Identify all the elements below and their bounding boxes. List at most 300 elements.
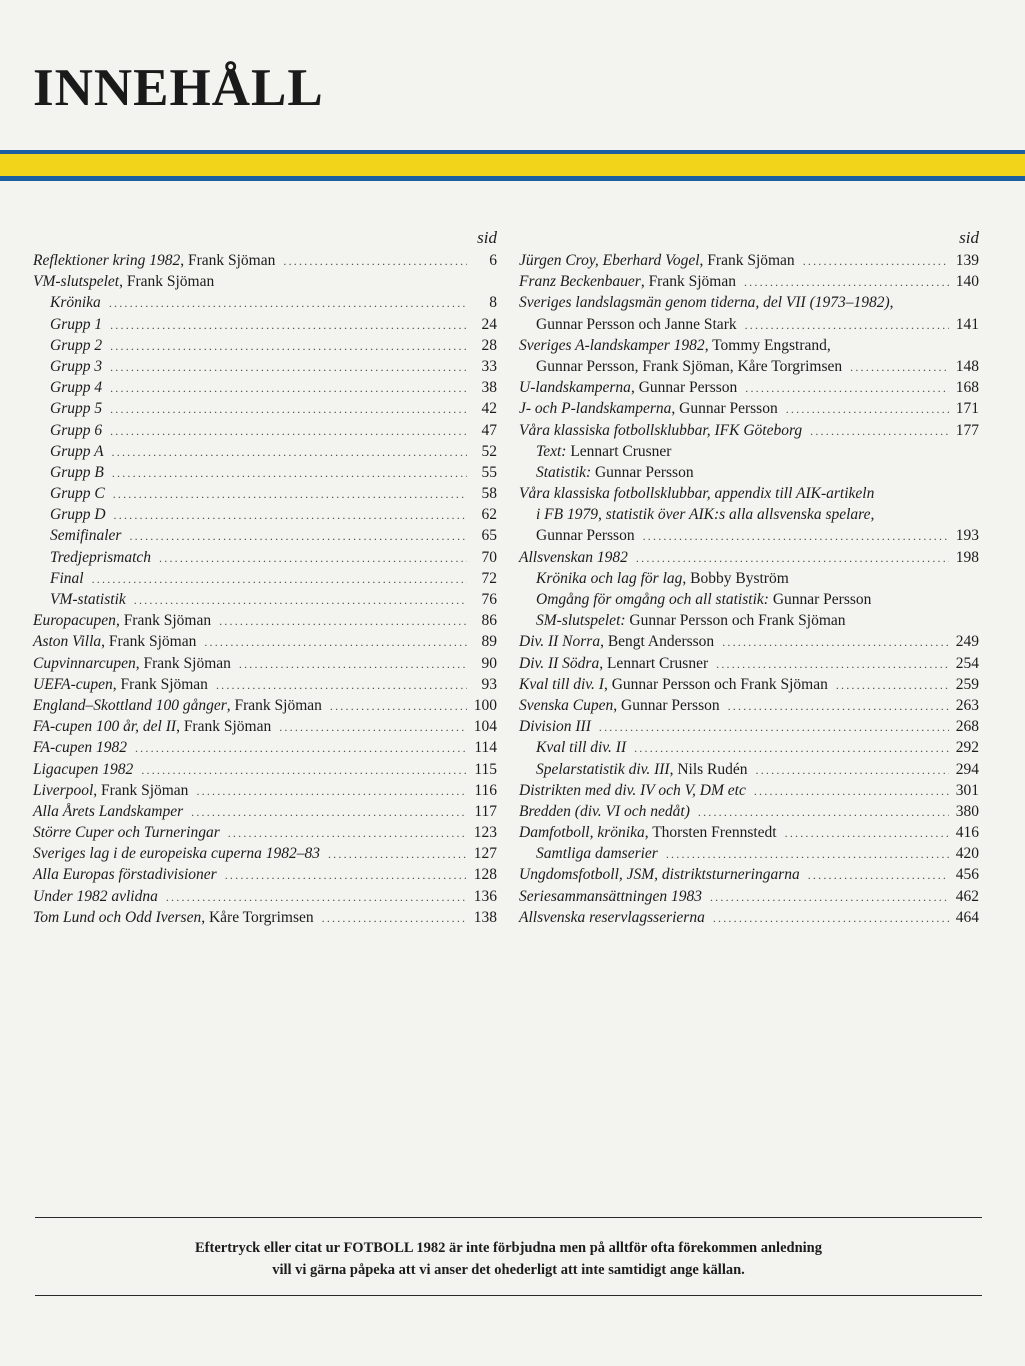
toc-entry-page: 8 bbox=[489, 294, 497, 312]
toc-left-entries bbox=[33, 250, 497, 928]
toc-entry bbox=[519, 695, 979, 716]
toc-entry-page: 148 bbox=[955, 357, 979, 375]
toc-entry bbox=[33, 250, 497, 271]
dot-leader bbox=[328, 844, 467, 865]
toc-entry bbox=[519, 822, 979, 843]
toc-entry-heading: Grupp C bbox=[50, 485, 105, 503]
toc-entry-heading: Franz Beckenbauer bbox=[519, 273, 641, 291]
toc-entry-title bbox=[536, 441, 671, 462]
toc-entry bbox=[33, 483, 497, 504]
toc-entry-heading: SM-slutspelet: bbox=[536, 612, 626, 630]
toc-entry-heading: FA-cupen 100 år, del II bbox=[33, 718, 177, 736]
toc-entry-title: Svenska Cupen, Gunnar Persson bbox=[519, 696, 720, 714]
toc-entry-page: 136 bbox=[473, 887, 497, 905]
toc-entry bbox=[519, 610, 979, 631]
toc-entry bbox=[33, 462, 497, 483]
toc-entry bbox=[519, 525, 979, 546]
dot-leader bbox=[228, 823, 467, 844]
toc-entry bbox=[33, 653, 497, 674]
toc-entry bbox=[33, 398, 497, 419]
page-column-label: sid bbox=[959, 228, 979, 247]
toc-entry-title bbox=[50, 398, 102, 419]
toc-entry-title bbox=[536, 314, 737, 335]
toc-entry-title bbox=[519, 547, 628, 568]
toc-entry bbox=[33, 631, 497, 652]
copyright-note bbox=[80, 1237, 937, 1281]
toc-entry-heading: Semifinaler bbox=[50, 527, 122, 545]
toc-entry-page: 33 bbox=[481, 357, 497, 375]
toc-entry-page: 456 bbox=[955, 866, 979, 884]
toc-entry-title bbox=[536, 737, 626, 758]
toc-entry-title: Sveriges A-landskamper 1982, Tommy Engstrand, bbox=[519, 336, 831, 354]
toc-entry bbox=[519, 462, 979, 483]
toc-entry-page: 420 bbox=[955, 845, 979, 863]
toc-entry-heading: Division III bbox=[519, 718, 591, 736]
toc-entry-author: Frank Sjöman bbox=[108, 633, 197, 651]
dot-leader bbox=[196, 781, 467, 802]
toc-entry-author: Gunnar Persson bbox=[621, 696, 720, 714]
toc-entry bbox=[519, 589, 979, 610]
toc-entry-author: Thorsten Frennstedt bbox=[652, 824, 777, 842]
dot-leader bbox=[219, 611, 467, 632]
toc-entry-heading: Tom Lund och Odd Iversen bbox=[33, 908, 202, 926]
toc-entry-author: Bengt Andersson bbox=[607, 633, 715, 651]
page-column-label: sid bbox=[477, 228, 497, 247]
toc-entry bbox=[33, 420, 497, 441]
toc-entry bbox=[33, 716, 497, 737]
toc-entry-title: Aston Villa, Frank Sjöman bbox=[33, 633, 197, 651]
toc-entry-page: 464 bbox=[955, 908, 979, 926]
toc-entry-page: 168 bbox=[955, 379, 979, 397]
dot-leader bbox=[112, 442, 467, 463]
toc-entry bbox=[519, 271, 979, 292]
toc-entry-author: Gunnar Persson och Frank Sjöman bbox=[629, 612, 846, 630]
toc-entry-page: 294 bbox=[955, 760, 979, 778]
toc-entry-title bbox=[33, 886, 158, 907]
toc-entry-title: Jürgen Croy, Eberhard Vogel, Frank Sjöman bbox=[519, 252, 795, 269]
toc-entry-title bbox=[33, 822, 220, 843]
toc-entry-heading: Grupp 1 bbox=[50, 315, 103, 333]
toc-entry-title bbox=[519, 292, 894, 313]
toc-entry-title: Reflektioner kring 1982, Frank Sjöman bbox=[33, 252, 276, 269]
dot-leader bbox=[135, 738, 467, 759]
toc-entry-heading: Grupp 5 bbox=[50, 400, 103, 418]
toc-entry-title bbox=[33, 801, 183, 822]
toc-entry-heading: VM-statistik bbox=[50, 591, 126, 608]
toc-entry-heading: Kval till div. I bbox=[519, 675, 604, 693]
toc-entry-title bbox=[519, 907, 705, 928]
toc-entry bbox=[519, 907, 979, 928]
toc-entry-heading: Allsvenska reservlagsserierna bbox=[519, 908, 705, 926]
toc-entry bbox=[33, 314, 497, 335]
toc-entry-heading: Jürgen Croy, Eberhard Vogel bbox=[519, 252, 700, 269]
dot-leader bbox=[283, 251, 467, 272]
toc-entry-page: 140 bbox=[955, 273, 979, 291]
toc-entry-heading: Tredjeprismatch bbox=[50, 548, 152, 566]
dot-leader bbox=[191, 802, 467, 823]
toc-entry-page: 462 bbox=[955, 887, 979, 905]
dot-leader bbox=[110, 357, 467, 378]
toc-entry-page: 65 bbox=[481, 527, 497, 545]
toc-entry-heading: Liverpool bbox=[33, 781, 94, 799]
toc-entry-title bbox=[536, 525, 635, 546]
dot-leader bbox=[599, 717, 949, 738]
dot-leader bbox=[129, 526, 467, 547]
dot-leader bbox=[716, 654, 949, 675]
toc-entry bbox=[33, 547, 497, 568]
toc-entry-heading: Sveriges A-landskamper 1982 bbox=[519, 336, 705, 354]
toc-entry-title bbox=[50, 377, 102, 398]
toc-entry-title bbox=[33, 843, 320, 864]
toc-entry-heading: Grupp 4 bbox=[50, 379, 103, 397]
toc-entry bbox=[33, 610, 497, 631]
toc-entry-heading: Krönika bbox=[50, 294, 101, 312]
toc-entry-heading: Krönika och lag för lag bbox=[536, 569, 683, 587]
toc-entry-heading: Sveriges landslagsmän genom tiderna, del VII (1973–1982) bbox=[519, 294, 890, 312]
toc-entry bbox=[519, 886, 979, 907]
toc-entry-page: 70 bbox=[481, 548, 497, 566]
toc-right-entries bbox=[519, 250, 979, 928]
toc-entry-page: 104 bbox=[473, 718, 497, 736]
toc-entry-author: Gunnar Persson bbox=[536, 527, 635, 545]
dot-leader bbox=[110, 336, 467, 357]
dot-leader bbox=[722, 632, 949, 653]
dot-leader bbox=[836, 675, 949, 696]
toc-entry-title bbox=[50, 420, 102, 441]
toc-entry-heading: Text: bbox=[536, 442, 567, 460]
toc-entry-title bbox=[50, 441, 104, 462]
toc-entry-heading: Div. II Södra bbox=[519, 654, 600, 672]
toc-entry bbox=[519, 335, 979, 356]
toc-entry-title bbox=[33, 864, 217, 885]
dot-leader bbox=[710, 887, 949, 908]
dot-leader bbox=[666, 844, 949, 865]
toc-entry-heading: Grupp 6 bbox=[50, 421, 103, 439]
toc-entry-page: 254 bbox=[955, 654, 979, 672]
toc-entry-page: 90 bbox=[481, 654, 497, 672]
toc-entry-title bbox=[536, 843, 658, 864]
dot-leader bbox=[279, 717, 467, 738]
toc-entry-title bbox=[50, 335, 102, 356]
toc-entry-heading: Omgång för omgång och all statistik: bbox=[536, 591, 769, 608]
toc-entry-heading: i FB 1979, statistik över AIK:s alla allsvenska spelare, bbox=[536, 506, 875, 524]
toc-entry-author: Frank Sjöman bbox=[187, 252, 276, 269]
toc-entry-author: Gunnar Persson, Frank Sjöman, Kåre Torgrimsen bbox=[536, 357, 843, 375]
toc-entry-page: 24 bbox=[481, 315, 497, 333]
toc-entry-author: Frank Sjöman bbox=[126, 273, 215, 291]
toc-entry-heading: Alla Årets Landskamper bbox=[33, 802, 184, 820]
toc-entry-page: 52 bbox=[481, 442, 497, 460]
toc-entry-title: Spelarstatistik div. III, Nils Rudén bbox=[536, 760, 748, 778]
toc-entry-author: Gunnar Persson bbox=[594, 463, 694, 481]
dot-leader bbox=[850, 357, 949, 378]
toc-entry bbox=[33, 504, 497, 525]
toc-entry-title: Damfotboll, krönika, Thorsten Frennstedt bbox=[519, 824, 777, 842]
toc-entry-heading: UEFA-cupen bbox=[33, 675, 113, 693]
toc-entry bbox=[33, 801, 497, 822]
toc-entry-heading: Större Cuper och Turneringar bbox=[33, 824, 220, 842]
dot-leader bbox=[643, 526, 949, 547]
toc-entry-title: VM-slutspelet, Frank Sjöman bbox=[33, 273, 215, 291]
toc-entry-page: 128 bbox=[473, 866, 497, 884]
toc-entry bbox=[33, 907, 497, 928]
dot-leader bbox=[134, 590, 467, 611]
dot-leader bbox=[810, 421, 949, 442]
toc-entry-title: Europacupen, Frank Sjöman bbox=[33, 612, 212, 630]
toc-entry-heading: Sveriges lag i de europeiska cuperna 1982–83 bbox=[33, 845, 320, 863]
toc-entry bbox=[519, 292, 979, 313]
toc-entry-page: 177 bbox=[955, 421, 979, 439]
toc-entry bbox=[519, 504, 979, 525]
toc-entry bbox=[33, 737, 497, 758]
toc-entry bbox=[33, 525, 497, 546]
toc-entry-heading: Grupp 3 bbox=[50, 357, 103, 375]
toc-entry bbox=[519, 864, 979, 885]
toc-entry bbox=[519, 801, 979, 822]
toc-entry-page: 76 bbox=[481, 591, 497, 608]
dot-leader bbox=[110, 399, 467, 420]
toc-entry bbox=[33, 695, 497, 716]
dot-leader bbox=[114, 505, 467, 526]
toc-entry-title: Kval till div. I, Gunnar Persson och Frank Sjöman bbox=[519, 675, 828, 693]
dot-leader bbox=[728, 696, 949, 717]
toc-entry-heading: Spelarstatistik div. III bbox=[536, 760, 670, 778]
dot-leader bbox=[786, 399, 949, 420]
toc-entry-title bbox=[50, 483, 105, 504]
toc-entry-page: 47 bbox=[481, 421, 497, 439]
dot-leader bbox=[803, 251, 949, 272]
dot-leader bbox=[756, 760, 949, 781]
toc-entry-page: 38 bbox=[481, 379, 497, 397]
toc-entry-heading: Statistik: bbox=[536, 463, 592, 481]
dot-leader bbox=[110, 378, 467, 399]
toc-entry-title: England–Skottland 100 gånger, Frank Sjöman bbox=[33, 696, 322, 714]
toc-entry-page: 100 bbox=[473, 696, 497, 714]
toc-entry-heading: Grupp D bbox=[50, 506, 106, 524]
toc-entry-page: 42 bbox=[481, 400, 497, 418]
toc-entry-heading: U-landskamperna bbox=[519, 379, 631, 397]
toc-entry bbox=[519, 737, 979, 758]
toc-entry-title bbox=[519, 886, 702, 907]
toc-entry-page: 259 bbox=[955, 675, 979, 693]
toc-entry-title: Krönika och lag för lag, Bobby Byström bbox=[536, 569, 789, 587]
toc-entry-page: 268 bbox=[955, 718, 979, 736]
toc-entry-page: 127 bbox=[473, 845, 497, 863]
toc-entry bbox=[519, 843, 979, 864]
toc-entry bbox=[33, 759, 497, 780]
toc-entry-title bbox=[519, 716, 591, 737]
toc-entry-title: U-landskamperna, Gunnar Persson bbox=[519, 379, 738, 397]
dot-leader bbox=[109, 293, 467, 314]
toc-entry bbox=[519, 250, 979, 271]
toc-entry bbox=[519, 780, 979, 801]
toc-entry-heading: Allsvenskan 1982 bbox=[519, 548, 628, 566]
toc-entry-author: Frank Sjöman bbox=[648, 273, 736, 291]
dot-leader bbox=[166, 887, 467, 908]
toc-entry-heading: Samtliga damserier bbox=[536, 845, 658, 863]
toc-entry-heading: Bredden (div. VI och nedåt) bbox=[519, 802, 690, 820]
toc-entry-page: 123 bbox=[473, 824, 497, 842]
dot-leader bbox=[141, 760, 467, 781]
page-title: INNEHÅLL bbox=[33, 59, 324, 117]
dot-leader bbox=[239, 654, 467, 675]
toc-entry bbox=[33, 843, 497, 864]
toc-entry bbox=[33, 886, 497, 907]
toc-entry-heading: Grupp 2 bbox=[50, 336, 103, 354]
toc-entry-author: Frank Sjöman bbox=[234, 696, 322, 714]
toc-entry-heading: Damfotboll, krönika bbox=[519, 824, 645, 842]
toc-entry-author: Lennart Crusner bbox=[606, 654, 709, 672]
toc-entry-page: 93 bbox=[481, 675, 497, 693]
toc-entry-author: Gunnar Persson och Frank Sjöman bbox=[611, 675, 828, 693]
dot-leader bbox=[216, 675, 467, 696]
blue-stripe-bottom bbox=[0, 176, 1025, 181]
dot-leader bbox=[744, 272, 949, 293]
dot-leader bbox=[113, 484, 467, 505]
dot-leader bbox=[808, 865, 949, 886]
toc-entry-heading: Distrikten med div. IV och V, DM etc bbox=[519, 781, 746, 799]
toc-entry-title: J- och P-landskamperna, Gunnar Persson bbox=[519, 400, 778, 418]
toc-entry bbox=[33, 356, 497, 377]
toc-entry-heading: Div. II Norra bbox=[519, 633, 601, 651]
toc-entry-title bbox=[536, 610, 846, 631]
dot-leader bbox=[110, 421, 467, 442]
dot-leader bbox=[110, 315, 467, 336]
toc-entry-title: Tom Lund och Odd Iversen, Kåre Torgrimsen bbox=[33, 908, 314, 926]
footer-rule-bottom bbox=[35, 1295, 982, 1296]
toc-entry-title bbox=[50, 292, 101, 313]
dot-leader bbox=[785, 823, 949, 844]
toc-entry bbox=[33, 292, 497, 313]
dot-leader bbox=[745, 378, 949, 399]
toc-entry bbox=[519, 631, 979, 652]
toc-entry-title bbox=[50, 589, 126, 610]
toc-entry bbox=[519, 398, 979, 419]
toc-entry-page: 171 bbox=[955, 400, 979, 418]
dot-leader bbox=[745, 315, 949, 336]
toc-entry-title bbox=[50, 568, 84, 589]
toc-entry-author: Gunnar Persson bbox=[638, 379, 738, 397]
toc-entry-title bbox=[50, 462, 104, 483]
toc-entry-page: 58 bbox=[481, 485, 497, 503]
toc-entry-heading: Seriesammansättningen 1983 bbox=[519, 887, 702, 905]
toc-entry-heading: Våra klassiska fotbollsklubbar, IFK Göteborg bbox=[519, 421, 803, 439]
toc-entry-author: Frank Sjöman bbox=[143, 654, 231, 672]
dot-leader bbox=[636, 548, 949, 569]
toc-entry-page: 141 bbox=[955, 315, 979, 333]
toc-entry-author: Gunnar Persson och Janne Stark bbox=[536, 315, 737, 333]
dot-leader bbox=[698, 802, 949, 823]
toc-entry-page: 86 bbox=[481, 612, 497, 630]
toc-entry-author: Frank Sjöman bbox=[120, 675, 208, 693]
toc-entry-page: 116 bbox=[474, 781, 497, 799]
toc-entry-author: Bobby Byström bbox=[690, 569, 789, 587]
toc-entry bbox=[519, 568, 979, 589]
toc-entry-heading: Svenska Cupen bbox=[519, 696, 614, 714]
toc-entry-title bbox=[50, 504, 106, 525]
toc-entry-title bbox=[519, 780, 746, 801]
toc-entry bbox=[33, 441, 497, 462]
dot-leader bbox=[159, 548, 467, 569]
toc-right-column bbox=[519, 226, 979, 928]
toc-entry-title bbox=[519, 864, 800, 885]
toc-entry-title bbox=[33, 737, 127, 758]
toc-entry-heading: Europacupen bbox=[33, 612, 116, 630]
toc-entry-title: FA-cupen 100 år, del II, Frank Sjöman bbox=[33, 718, 272, 736]
toc-entry bbox=[519, 547, 979, 568]
toc-entry-title bbox=[536, 504, 874, 525]
toc-entry-author: Lennart Crusner bbox=[570, 442, 672, 460]
toc-entry-page: 62 bbox=[481, 506, 497, 524]
dot-leader bbox=[225, 865, 467, 886]
toc-entry-title bbox=[50, 356, 102, 377]
toc-entry-heading: Reflektioner kring 1982 bbox=[33, 252, 181, 269]
toc-entry-page: 72 bbox=[481, 569, 497, 587]
toc-entry bbox=[519, 314, 979, 335]
toc-entry-heading: England–Skottland 100 gånger bbox=[33, 696, 227, 714]
toc-entry-title bbox=[519, 801, 690, 822]
toc-entry bbox=[519, 441, 979, 462]
toc-entry-heading: VM-slutspelet bbox=[33, 273, 120, 291]
toc-entry-title bbox=[519, 420, 802, 441]
toc-entry-page: 263 bbox=[955, 696, 979, 714]
toc-entry-page: 301 bbox=[955, 781, 979, 799]
toc-entry bbox=[519, 674, 979, 695]
toc-entry-title: Liverpool, Frank Sjöman bbox=[33, 781, 189, 799]
dot-leader bbox=[204, 632, 467, 653]
toc-entry-author: Frank Sjöman bbox=[123, 612, 212, 630]
toc-entry-author: Frank Sjöman bbox=[101, 781, 189, 799]
toc-entry bbox=[519, 759, 979, 780]
toc-entry-title bbox=[536, 589, 871, 610]
toc-entry-heading: Cupvinnarcupen bbox=[33, 654, 136, 672]
toc-entry-heading: Ligacupen 1982 bbox=[33, 760, 134, 778]
toc-entry bbox=[33, 589, 497, 610]
toc-entry-title bbox=[33, 759, 133, 780]
toc-entry-page: 380 bbox=[955, 802, 979, 820]
toc-entry bbox=[519, 420, 979, 441]
toc-entry-author: Gunnar Persson bbox=[772, 591, 872, 608]
toc-entry-title: Div. II Norra, Bengt Andersson bbox=[519, 633, 715, 651]
toc-entry-page: 139 bbox=[955, 252, 979, 269]
dot-leader bbox=[754, 781, 949, 802]
toc-entry-page: 89 bbox=[481, 633, 497, 651]
toc-entry-heading: Våra klassiska fotbollsklubbar, appendix till AIK-artikeln bbox=[519, 485, 875, 503]
toc-entry-page: 198 bbox=[955, 548, 979, 566]
yellow-stripe bbox=[0, 154, 1025, 176]
toc-entry bbox=[33, 271, 497, 292]
toc-entry-page: 55 bbox=[481, 463, 497, 481]
toc-entry bbox=[519, 356, 979, 377]
toc-entry-title bbox=[50, 314, 102, 335]
toc-entry bbox=[33, 377, 497, 398]
toc-entry-heading: Final bbox=[50, 569, 84, 587]
toc-entry-author: Frank Sjöman bbox=[707, 252, 795, 269]
toc-entry-author: Kåre Torgrimsen bbox=[208, 908, 314, 926]
toc-entry bbox=[33, 822, 497, 843]
toc-left-column bbox=[33, 226, 497, 928]
toc-entry-title: Franz Beckenbauer, Frank Sjöman bbox=[519, 273, 736, 291]
toc-entry bbox=[519, 653, 979, 674]
toc-entry-heading: Ungdomsfotboll, JSM, distriktsturneringarna bbox=[519, 866, 800, 884]
toc-entry-title bbox=[50, 525, 121, 546]
toc-entry bbox=[519, 716, 979, 737]
toc-entry-trail: , bbox=[889, 294, 894, 312]
toc-entry-title: Div. II Södra, Lennart Crusner bbox=[519, 654, 709, 672]
toc-entry-title: UEFA-cupen, Frank Sjöman bbox=[33, 675, 208, 693]
toc-entry-title bbox=[536, 356, 842, 377]
dot-leader bbox=[92, 569, 467, 590]
